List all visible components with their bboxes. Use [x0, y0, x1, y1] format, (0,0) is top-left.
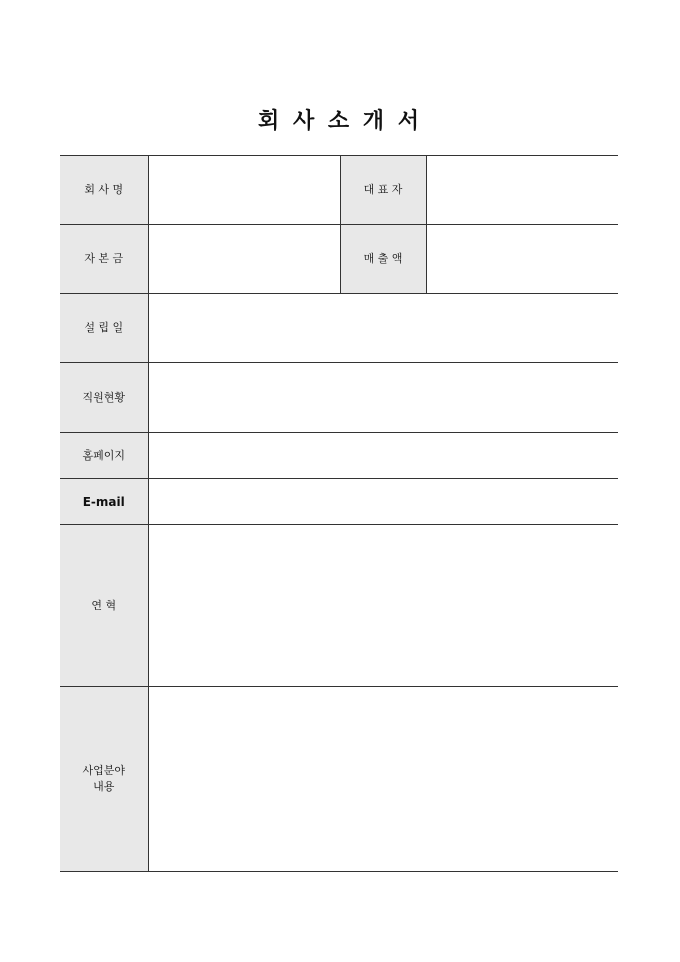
ceo-label: 대 표 자: [340, 156, 426, 225]
row-business: [60, 687, 618, 872]
capital-label: 자 본 금: [60, 225, 148, 294]
row-homepage: [60, 433, 618, 479]
homepage-field[interactable]: [148, 433, 618, 479]
company-profile-form: [60, 155, 618, 872]
email-label: E-mail: [60, 479, 148, 525]
company-name-field[interactable]: [148, 156, 340, 225]
revenue-field[interactable]: [426, 225, 618, 294]
row-company-name: [60, 156, 618, 225]
founded-field[interactable]: [148, 294, 618, 363]
ceo-field[interactable]: [426, 156, 618, 225]
row-founded: [60, 294, 618, 363]
business-label: 사업분야 내용: [60, 687, 148, 872]
staff-label: 직원현황: [60, 363, 148, 433]
document-title: 회 사 소 개 서: [258, 109, 422, 134]
homepage-label: 홈페이지: [60, 433, 148, 479]
founded-label: 설 립 일: [60, 294, 148, 363]
company-name-label: 회 사 명: [60, 156, 148, 225]
revenue-label: 매 출 액: [340, 225, 426, 294]
staff-field[interactable]: [148, 363, 618, 433]
business-field[interactable]: [148, 687, 618, 872]
row-capital: [60, 225, 618, 294]
row-email: [60, 479, 618, 525]
email-field[interactable]: [148, 479, 618, 525]
row-staff: [60, 363, 618, 433]
row-history: [60, 525, 618, 687]
history-label: 연 혁: [60, 525, 148, 687]
capital-field[interactable]: [148, 225, 340, 294]
history-field[interactable]: [148, 525, 618, 687]
